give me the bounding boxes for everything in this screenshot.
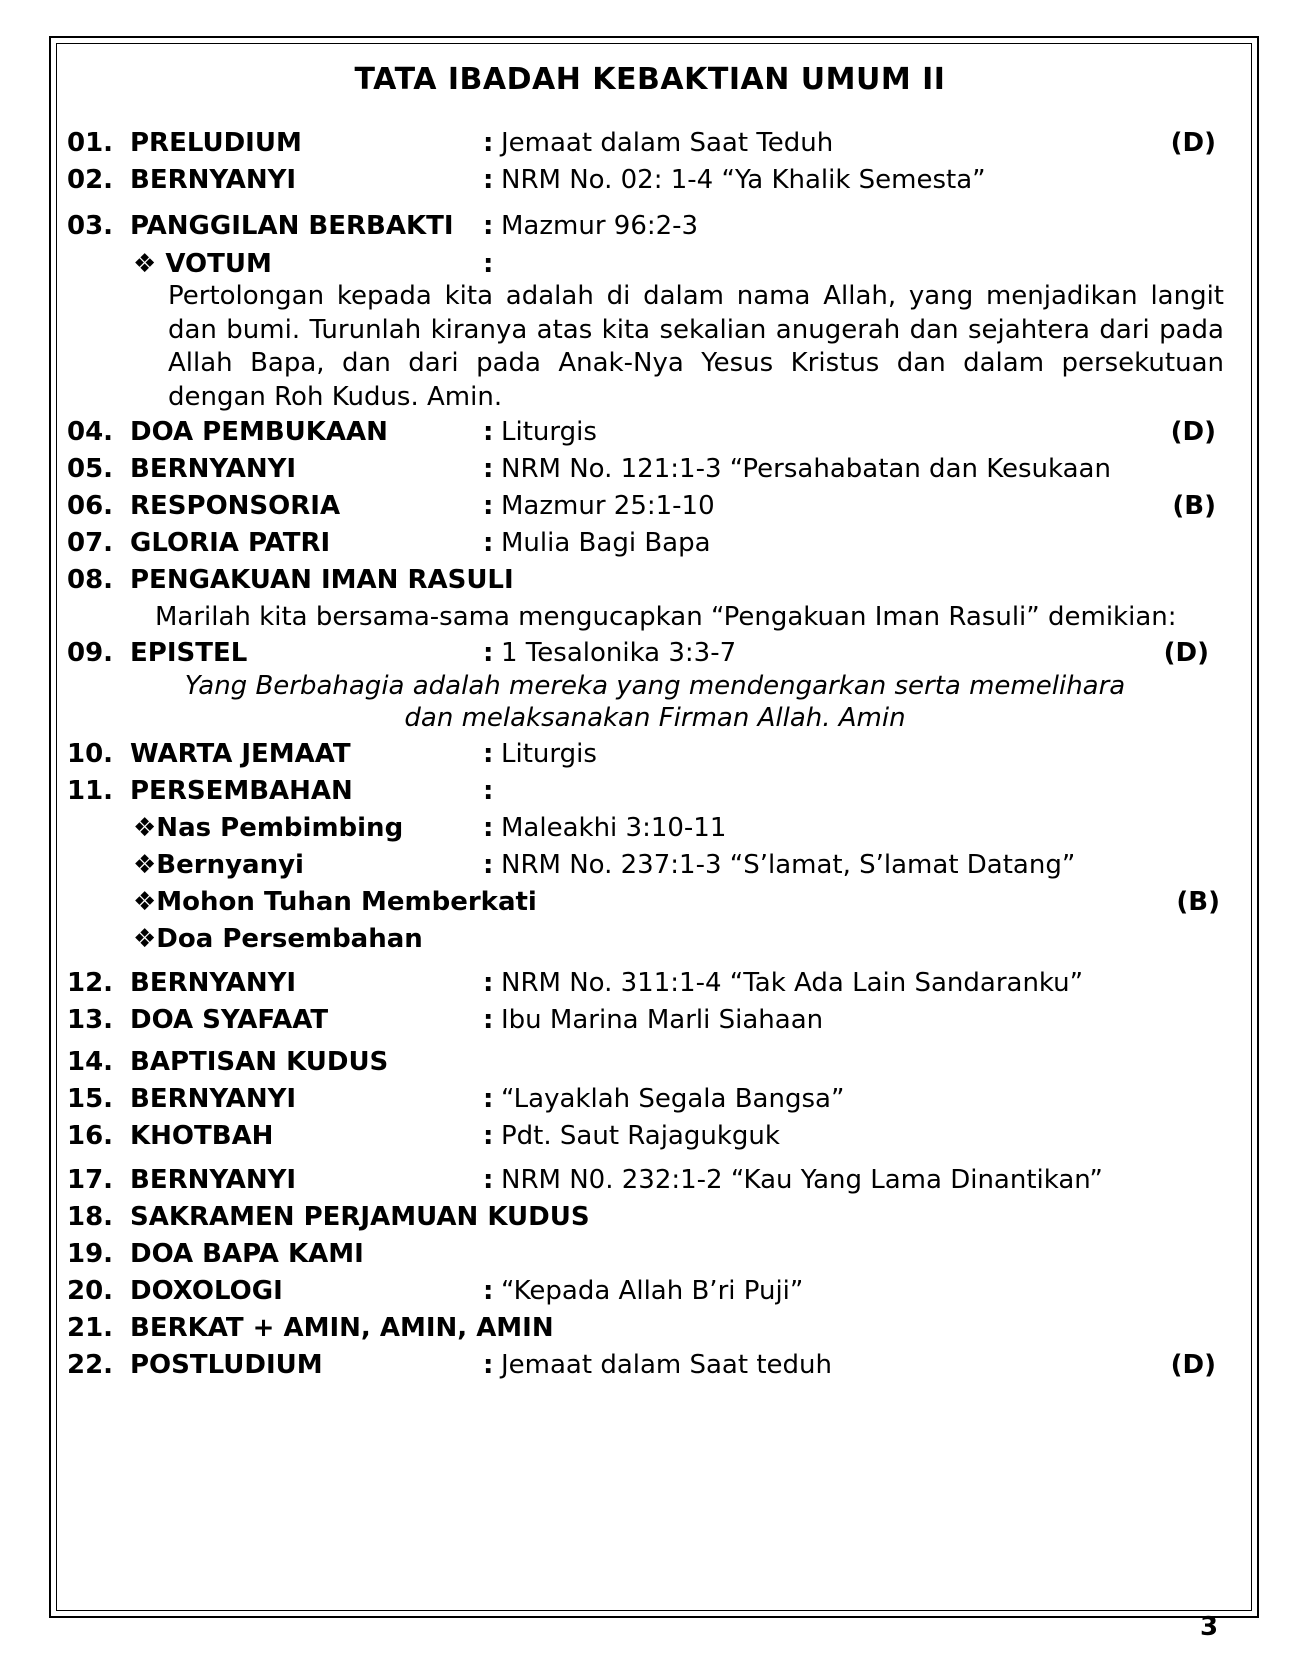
item-number: 07.	[67, 528, 114, 558]
item-number: 05.	[67, 454, 114, 484]
item-number: 08.	[67, 565, 114, 595]
item-mark: (D)	[1170, 1350, 1216, 1380]
item-value: 1 Tesalonika 3:3-7	[501, 638, 737, 668]
item-number: 21.	[67, 1313, 114, 1343]
sub-mark: (B)	[1176, 887, 1220, 917]
item-number: 22.	[67, 1350, 114, 1380]
item-colon: :	[483, 211, 494, 241]
item-number: 09.	[67, 638, 114, 668]
item-label: SAKRAMEN PERJAMUAN KUDUS	[130, 1202, 590, 1232]
list-item-13	[0, 1002, 1300, 1038]
item-colon: :	[483, 739, 494, 769]
item-label: BERNYANYI	[130, 165, 297, 195]
persembahan-sub-bernyanyi	[0, 847, 1300, 883]
item-colon: :	[483, 1350, 494, 1380]
list-item-09	[0, 635, 1300, 671]
item-mark: (D)	[1170, 417, 1216, 447]
item-number: 04.	[67, 417, 114, 447]
item-label: DOA BAPA KAMI	[130, 1239, 364, 1269]
item-number: 12.	[67, 968, 114, 998]
persembahan-sub-nas	[0, 810, 1300, 846]
item-label: PANGGILAN BERBAKTI	[130, 211, 454, 241]
list-item-03	[0, 208, 1300, 244]
sub-value: NRM No. 237:1-3 “S’lamat, S’lamat Datang”	[501, 850, 1076, 880]
item-value: “Layaklah Segala Bangsa”	[501, 1084, 845, 1114]
item-value: NRM No. 121:1-3 “Persahabatan dan Kesukaan	[501, 454, 1111, 484]
list-item-18	[0, 1199, 1300, 1235]
list-item-14	[0, 1044, 1300, 1080]
item-label: BERNYANYI	[130, 968, 297, 998]
page-title: TATA IBADAH KEBAKTIAN UMUM II	[354, 62, 946, 97]
item-number: 13.	[67, 1005, 114, 1035]
item-label: BERNYANYI	[130, 1084, 297, 1114]
item-number: 19.	[67, 1239, 114, 1269]
votum-colon: :	[483, 249, 494, 279]
item-label: DOXOLOGI	[130, 1276, 283, 1306]
sub-label: ❖Nas Pembimbing	[133, 813, 404, 843]
item-colon: :	[483, 968, 494, 998]
sub-colon: :	[483, 813, 494, 843]
item-colon: :	[483, 638, 494, 668]
list-item-07	[0, 525, 1300, 561]
item-colon: :	[483, 776, 494, 806]
list-item-06	[0, 488, 1300, 524]
sub-label: ❖Doa Persembahan	[133, 924, 423, 954]
pengakuan-intro: Marilah kita bersama-sama mengucapkan “Pengakuan Iman Rasuli” demikian:	[155, 602, 1177, 632]
item-value: Mazmur 25:1-10	[501, 491, 715, 521]
item-value: Jemaat dalam Saat teduh	[501, 1350, 832, 1380]
item-value: Mulia Bagi Bapa	[501, 528, 711, 558]
item-colon: :	[483, 1084, 494, 1114]
votum-text: Pertolongan kepada kita adalah di dalam nama Allah, yang menjadikan langit dan bumi. Turunlah kiranya atas kita sekalian anugerah dan sejahtera dari pada Allah Bapa, dan dari pada Anak-Nya Yesus Kristus dan dalam persekutuan dengan Roh Kudus. Amin.	[168, 281, 1224, 412]
item-value: Jemaat dalam Saat Teduh	[501, 128, 834, 158]
item-number: 17.	[67, 1165, 114, 1195]
item-mark: (D)	[1163, 638, 1209, 668]
list-item-12	[0, 965, 1300, 1001]
item-label: BERNYANYI	[130, 1165, 297, 1195]
item-label: KHOTBAH	[130, 1121, 274, 1151]
list-item-02	[0, 162, 1300, 198]
list-item-15	[0, 1081, 1300, 1117]
item-label: DOA PEMBUKAAN	[130, 417, 388, 447]
votum-label: ❖ VOTUM	[133, 249, 272, 279]
item-label: RESPONSORIA	[130, 491, 341, 521]
list-item-19	[0, 1236, 1300, 1272]
item-number: 16.	[67, 1121, 114, 1151]
item-number: 01.	[67, 128, 114, 158]
item-value: Mazmur 96:2-3	[501, 211, 699, 241]
item-colon: :	[483, 528, 494, 558]
list-item-05	[0, 451, 1300, 487]
item-label: BERNYANYI	[130, 454, 297, 484]
item-value: Ibu Marina Marli Siahaan	[501, 1005, 824, 1035]
item-value: “Kepada Allah B’ri Puji”	[501, 1276, 804, 1306]
item-number: 20.	[67, 1276, 114, 1306]
persembahan-sub-mohon	[0, 884, 1300, 920]
item-label: PRELUDIUM	[130, 128, 302, 158]
item-label: GLORIA PATRI	[130, 528, 331, 558]
page-number: 3	[1200, 1612, 1219, 1642]
list-item-16	[0, 1118, 1300, 1154]
list-item-17	[0, 1162, 1300, 1198]
list-item-08	[0, 562, 1300, 598]
item-value: NRM No. 311:1-4 “Tak Ada Lain Sandaranku”	[501, 968, 1084, 998]
epistel-response-line2: dan melaksanakan Firman Allah. Amin	[404, 703, 906, 733]
sub-colon: :	[483, 850, 494, 880]
item-colon: :	[483, 417, 494, 447]
item-colon: :	[483, 491, 494, 521]
item-number: 10.	[67, 739, 114, 769]
pengakuan-intro-row	[0, 599, 1300, 635]
item-label: PENGAKUAN IMAN RASULI	[130, 565, 514, 595]
item-value: NRM No. 02: 1-4 “Ya Khalik Semesta”	[501, 165, 986, 195]
list-item-20	[0, 1273, 1300, 1309]
item-label: BAPTISAN KUDUS	[130, 1047, 389, 1077]
item-label: WARTA JEMAAT	[130, 739, 351, 769]
item-mark: (D)	[1170, 128, 1216, 158]
epistel-response-line1: Yang Berbahagia adalah mereka yang mendengarkan serta memelihara	[184, 671, 1126, 701]
list-item-01	[0, 125, 1300, 161]
item-colon: :	[483, 1276, 494, 1306]
item-number: 15.	[67, 1084, 114, 1114]
item-value: Pdt. Saut Rajagukguk	[501, 1121, 780, 1151]
item-label: PERSEMBAHAN	[130, 776, 353, 806]
persembahan-sub-doa	[0, 921, 1300, 957]
list-item-11	[0, 773, 1300, 809]
item-colon: :	[483, 1165, 494, 1195]
item-label: EPISTEL	[130, 638, 248, 668]
item-colon: :	[483, 165, 494, 195]
item-number: 06.	[67, 491, 114, 521]
item-value: Liturgis	[501, 417, 597, 447]
item-number: 03.	[67, 211, 114, 241]
item-mark: (B)	[1172, 491, 1216, 521]
list-item-04	[0, 414, 1300, 450]
list-item-10	[0, 736, 1300, 772]
item-label: DOA SYAFAAT	[130, 1005, 329, 1035]
item-colon: :	[483, 1121, 494, 1151]
item-value: NRM N0. 232:1-2 “Kau Yang Lama Dinantikan”	[501, 1165, 1103, 1195]
item-number: 02.	[67, 165, 114, 195]
sub-label: ❖Mohon Tuhan Memberkati	[133, 887, 537, 917]
item-label: BERKAT + AMIN, AMIN, AMIN	[130, 1313, 554, 1343]
votum-heading	[0, 246, 1300, 282]
item-label: POSTLUDIUM	[130, 1350, 323, 1380]
item-number: 14.	[67, 1047, 114, 1077]
item-colon: :	[483, 128, 494, 158]
item-colon: :	[483, 454, 494, 484]
item-number: 11.	[67, 776, 114, 806]
item-value: Liturgis	[501, 739, 597, 769]
sub-label: ❖Bernyanyi	[133, 850, 304, 880]
item-number: 18.	[67, 1202, 114, 1232]
item-colon: :	[483, 1005, 494, 1035]
sub-value: Maleakhi 3:10-11	[501, 813, 727, 843]
list-item-22	[0, 1347, 1300, 1383]
list-item-21	[0, 1310, 1300, 1346]
